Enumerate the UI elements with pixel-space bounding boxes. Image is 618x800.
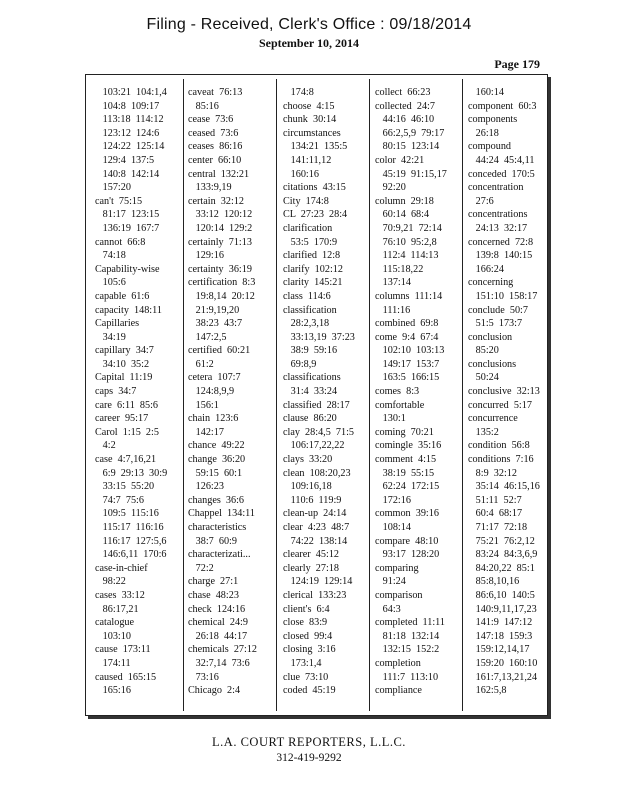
index-entry: 103:10 (95, 630, 131, 642)
index-entry: 159:12,14,17 (468, 644, 530, 656)
index-entry: 135:2 (468, 426, 499, 438)
index-entry: 129:4 137:5 (95, 154, 155, 166)
index-entry: 166:24 (468, 263, 504, 275)
index-entry: 140:9,11,17,23 (468, 603, 537, 615)
index-entry: citations 43:15 (283, 182, 346, 194)
index-entry: 85:8,10,16 (468, 576, 520, 588)
index-entry: Capillaries (95, 318, 140, 330)
court-reporter-name: L.A. COURT REPORTERS, L.L.C. (212, 735, 406, 749)
transcript-date: September 10, 2014 (258, 36, 360, 50)
index-column-4 (375, 86, 465, 698)
index-entry: 124:22 125:14 (95, 141, 165, 153)
index-entry: 142:17 (188, 426, 224, 438)
index-entry: 86:6,10 140:5 (468, 589, 535, 601)
index-entry: ceases 86:16 (188, 141, 243, 153)
index-entry: 61:2 (188, 358, 214, 370)
index-entry: case 4:7,16,21 (95, 454, 157, 466)
index-entry: conceded 170:5 (468, 168, 535, 180)
index-entry: 51:5 173:7 (468, 318, 523, 330)
index-entry: clays 33:20 (283, 454, 333, 466)
index-entry: 24:13 32:17 (468, 222, 528, 234)
court-reporter-phone: 312-419-9292 (276, 752, 342, 764)
index-entry: 120:14 129:2 (188, 222, 253, 234)
index-entry: care 6:11 85:6 (95, 399, 158, 411)
index-entry: 147:18 159:3 (468, 630, 533, 642)
index-entry: 38:9 59:16 (283, 345, 338, 357)
index-entry: 91:24 (375, 576, 406, 588)
index-entry: combined 69:8 (375, 318, 439, 330)
index-entry: 50:24 (468, 372, 499, 384)
index-entry: concentration (468, 182, 524, 194)
index-entry: cease 73:6 (188, 114, 234, 126)
index-entry: 132:15 152:2 (375, 644, 440, 656)
index-entry: conclusion (468, 331, 513, 343)
index-entry: 38:23 43:7 (188, 318, 243, 330)
index-entry: 8:9 32:12 (468, 467, 517, 479)
index-entry: 109:5 115:16 (95, 508, 159, 520)
index-entry: 115:18,22 (375, 263, 424, 275)
index-entry: common 39:16 (375, 508, 439, 520)
index-entry: 4:2 (95, 440, 116, 452)
index-entry: color 42:21 (375, 154, 425, 166)
index-entry: certified 60:21 (188, 345, 251, 357)
index-entry: 160:14 (468, 87, 504, 98)
index-frame (85, 74, 548, 716)
index-entry: clause 86:20 (283, 413, 337, 425)
index-entry: coded 45:19 (283, 685, 336, 697)
index-entry: columns 111:14 (375, 290, 443, 302)
index-entry: 66:2,5,9 79:17 (375, 127, 445, 139)
index-entry: 85:20 (468, 345, 499, 357)
index-entry: clay 28:4,5 71:5 (283, 426, 355, 438)
index-entry: Capability-wise (95, 263, 160, 275)
index-entry: 51:11 52:7 (468, 494, 522, 506)
index-entry: 102:10 103:13 (375, 345, 445, 357)
index-entry: 71:17 72:18 (468, 522, 528, 533)
index-entry: clue 73:10 (283, 671, 329, 683)
index-entry: collect 66:23 (375, 87, 431, 98)
index-entry: characterizati... (188, 549, 251, 561)
index-entry: change 36:20 (188, 454, 246, 466)
index-entry: comingle 35:16 (375, 440, 442, 452)
index-entry: collected 24:7 (375, 100, 435, 112)
index-column-1 (95, 86, 185, 698)
index-entry: close 83:9 (283, 617, 328, 629)
index-entry: 116:17 127:5,6 (95, 535, 167, 547)
index-entry: 81:18 132:14 (375, 630, 440, 642)
index-entry: 38:19 55:15 (375, 467, 435, 479)
column-divider (462, 79, 463, 711)
index-entry: 73:16 (188, 671, 219, 683)
index-entry: 6:9 29:13 30:9 (95, 467, 168, 479)
index-entry: 34:10 35:2 (95, 358, 150, 370)
index-entry: concurred 5:17 (468, 399, 532, 411)
index-entry: 38:7 60:9 (188, 535, 237, 547)
index-entry: 149:17 153:7 (375, 358, 440, 370)
index-entry: conclusions (468, 358, 517, 370)
index-entry: 62:24 172:15 (375, 481, 440, 493)
index-entry: 124:8,9,9 (188, 386, 235, 398)
index-entry: 75:21 76:2,12 (468, 535, 535, 547)
index-entry: chemical 24:9 (188, 617, 248, 629)
index-entry: 140:8 142:14 (95, 168, 160, 180)
index-entry: 98:22 (95, 576, 126, 588)
index-entry: coming 70:21 (375, 426, 434, 438)
column-divider (183, 79, 184, 711)
index-entry: closed 99:4 (283, 630, 333, 642)
index-entry: clarify 102:12 (283, 263, 343, 275)
index-entry: 33:13,19 37:23 (283, 331, 355, 343)
index-entry: 151:10 158:17 (468, 290, 538, 302)
index-entry: ceased 73:6 (188, 127, 239, 139)
index-entry: 139:8 140:15 (468, 250, 533, 262)
index-entry: concerning (468, 277, 514, 289)
index-entry: 45:19 91:15,17 (375, 168, 447, 180)
index-entry: changes 36:6 (188, 494, 245, 506)
index-entry: 26:18 (468, 127, 499, 139)
index-entry: classification (283, 304, 337, 316)
index-entry: 80:15 123:14 (375, 141, 440, 153)
index-entry: 113:18 114:12 (95, 114, 164, 126)
index-entry: caused 165:15 (95, 671, 157, 683)
column-divider (276, 79, 277, 711)
index-entry: 103:21 104:1,4 (95, 87, 167, 98)
index-entry: 141:11,12 (283, 154, 332, 166)
index-entry: completed 11:11 (375, 617, 445, 629)
index-entry: compare 48:10 (375, 535, 439, 547)
index-entry: catalogue (95, 617, 135, 629)
index-entry: 33:12 120:12 (188, 209, 253, 221)
index-entry: 64:3 (375, 603, 401, 615)
index-entry: 70:9,21 72:14 (375, 222, 442, 234)
index-entry: 85:16 (188, 100, 219, 112)
index-entry: 27:6 (468, 195, 494, 207)
page-number: Page 179 (494, 57, 540, 71)
index-entry: concerned 72:8 (468, 236, 534, 248)
index-entry: cases 33:12 (95, 589, 145, 601)
index-entry: 172:16 (375, 494, 411, 506)
index-entry: 112:4 114:13 (375, 250, 439, 262)
index-entry: 21:9,19,20 (188, 304, 240, 316)
index-entry: 156:1 (188, 399, 219, 411)
index-entry: caps 34:7 (95, 386, 137, 398)
index-entry: 59:15 60:1 (188, 467, 243, 479)
index-entry: 76:10 95:2,8 (375, 236, 437, 248)
index-entry: clarity 145:21 (283, 277, 343, 289)
index-entry: classifications (283, 372, 341, 384)
index-entry: components (468, 114, 518, 126)
index-entry: 136:19 167:7 (95, 222, 160, 234)
index-entry: check 124:16 (188, 603, 246, 615)
index-entry: concentrations (468, 209, 528, 221)
index-entry: certainty 36:19 (188, 263, 252, 275)
index-entry: clearer 45:12 (283, 549, 340, 561)
index-entry: 115:17 116:16 (95, 522, 164, 533)
index-entry: chemicals 27:12 (188, 644, 258, 656)
index-column-2 (188, 86, 278, 698)
index-entry: Chicago 2:4 (188, 685, 241, 697)
index-entry: comparison (375, 589, 423, 601)
index-entry: 69:8,9 (283, 358, 317, 370)
filing-stamp-header: Filing - Received, Clerk's Office : 09/18/2014 (146, 16, 472, 33)
index-entry: choose 4:15 (283, 100, 335, 112)
index-entry: 53:5 170:9 (283, 236, 338, 248)
index-entry: 174:8 (283, 87, 314, 98)
index-entry: 83:24 84:3,6,9 (468, 549, 538, 561)
index-entry: 74:7 75:6 (95, 494, 144, 506)
index-entry: 74:22 138:14 (283, 535, 348, 547)
index-entry: clerical 133:23 (283, 589, 347, 601)
index-entry: 44:16 46:10 (375, 114, 435, 126)
index-entry: 124:19 129:14 (283, 576, 353, 588)
index-entry: comparing (375, 562, 419, 574)
index-entry: 31:4 33:24 (283, 386, 338, 398)
index-entry: 81:17 123:15 (95, 209, 160, 221)
index-entry: 141:9 147:12 (468, 617, 533, 629)
index-entry: chunk 30:14 (283, 114, 337, 126)
index-entry: chase 48:23 (188, 589, 239, 601)
index-entry: cannot 66:8 (95, 236, 146, 248)
index-entry: 123:12 124:6 (95, 127, 160, 139)
index-entry: case-in-chief (95, 562, 148, 574)
index-entry: classified 28:17 (283, 399, 350, 411)
index-entry: 74:18 (95, 250, 126, 262)
index-entry: comment 4:15 (375, 454, 437, 466)
index-entry: 137:14 (375, 277, 411, 289)
index-entry: 26:18 44:17 (188, 630, 248, 642)
index-entry: client's 6:4 (283, 603, 330, 615)
index-entry: 93:17 128:20 (375, 549, 440, 561)
index-entry: completion (375, 657, 421, 669)
index-entry: 60:4 68:17 (468, 508, 523, 520)
index-entry: 110:6 119:9 (283, 494, 342, 506)
index-entry: 174:11 (95, 657, 131, 669)
index-entry: clarification (283, 222, 333, 234)
index-entry: 163:5 166:15 (375, 372, 440, 384)
index-entry: 84:20,22 85:1 (468, 562, 535, 574)
index-entry: 92:20 (375, 182, 406, 194)
index-entry: 111:16 (375, 304, 411, 316)
index-entry: condition 56:8 (468, 440, 530, 452)
index-entry: 146:6,11 170:6 (95, 549, 167, 561)
index-entry: 108:14 (375, 522, 411, 533)
index-entry: certain 32:12 (188, 195, 245, 207)
index-entry: column 29:18 (375, 195, 434, 207)
column-divider (369, 79, 370, 711)
index-entry: concurrence (468, 413, 518, 425)
index-entry: 109:16,18 (283, 481, 332, 493)
index-entry: 159:20 160:10 (468, 657, 538, 669)
index-entry: 134:21 135:5 (283, 141, 348, 153)
index-entry: capable 61:6 (95, 290, 150, 302)
index-entry: caveat 76:13 (188, 87, 243, 98)
index-entry: cetera 107:7 (188, 372, 241, 384)
index-entry: conclude 50:7 (468, 304, 528, 316)
index-entry: 106:17,22,22 (283, 440, 345, 452)
index-entry: comfortable (375, 399, 425, 411)
index-entry: clean 108:20,23 (283, 467, 351, 479)
index-entry: 111:7 113:10 (375, 671, 439, 683)
index-entry: 33:15 55:20 (95, 481, 155, 493)
index-entry: cause 173:11 (95, 644, 151, 656)
index-entry: 60:14 68:4 (375, 209, 430, 221)
index-entry: closing 3:16 (283, 644, 336, 656)
index-entry: 72:2 (188, 562, 214, 574)
index-entry: 105:6 (95, 277, 126, 289)
index-entry: 104:8 109:17 (95, 100, 160, 112)
index-entry: comes 8:3 (375, 386, 420, 398)
index-entry: 129:16 (188, 250, 224, 262)
index-entry: center 66:10 (188, 154, 242, 166)
index-entry: Carol 1:15 2:5 (95, 426, 159, 438)
index-entry: 160:16 (283, 168, 319, 180)
index-entry: clean-up 24:14 (283, 508, 347, 520)
index-entry: class 114:6 (283, 290, 331, 302)
index-entry: can't 75:15 (95, 195, 143, 207)
index-entry: conclusive 32:13 (468, 386, 540, 398)
index-entry: Capital 11:19 (95, 372, 153, 384)
index-entry: clarified 12:8 (283, 250, 341, 262)
index-entry: 28:2,3,18 (283, 318, 330, 330)
index-entry: CL 27:23 28:4 (283, 209, 348, 221)
index-entry: 44:24 45:4,11 (468, 154, 535, 166)
index-entry: 86:17,21 (95, 603, 139, 615)
index-entry: 162:5,8 (468, 685, 507, 697)
index-entry: compound (468, 141, 512, 153)
index-entry: 130:1 (375, 413, 406, 425)
index-column-3 (283, 86, 373, 698)
index-entry: 161:7,13,21,24 (468, 671, 538, 683)
index-entry: characteristics (188, 522, 247, 533)
index-entry: clearly 27:18 (283, 562, 340, 574)
index-entry: capillary 34:7 (95, 345, 154, 357)
index-entry: 35:14 46:15,16 (468, 481, 540, 493)
index-entry: chain 123:6 (188, 413, 239, 425)
index-column-5 (468, 86, 558, 698)
index-entry: 19:8,14 20:12 (188, 290, 255, 302)
index-entry: central 132:21 (188, 168, 250, 180)
index-entry: 126:23 (188, 481, 224, 493)
index-entry: 157:20 (95, 182, 131, 194)
index-entry: 32:7,14 73:6 (188, 657, 250, 669)
index-entry: career 95:17 (95, 413, 149, 425)
index-entry: 147:2,5 (188, 331, 227, 343)
index-entry: 34:19 (95, 331, 126, 343)
index-entry: clear 4:23 48:7 (283, 522, 350, 533)
index-entry: City 174:8 (283, 195, 329, 207)
index-entry: 173:1,4 (283, 657, 322, 669)
index-entry: chance 49:22 (188, 440, 245, 452)
index-entry: certainly 71:13 (188, 236, 252, 248)
index-entry: capacity 148:11 (95, 304, 162, 316)
index-entry: circumstances (283, 127, 341, 139)
index-entry: conditions 7:16 (468, 454, 534, 466)
index-entry: Chappel 134:11 (188, 508, 255, 520)
index-entry: come 9:4 67:4 (375, 331, 439, 343)
index-entry: 133:9,19 (188, 182, 232, 194)
index-entry: compliance (375, 685, 422, 697)
index-entry: certification 8:3 (188, 277, 256, 289)
index-entry: component 60:3 (468, 100, 537, 112)
index-entry: charge 27:1 (188, 576, 239, 588)
index-entry: 165:16 (95, 685, 131, 697)
